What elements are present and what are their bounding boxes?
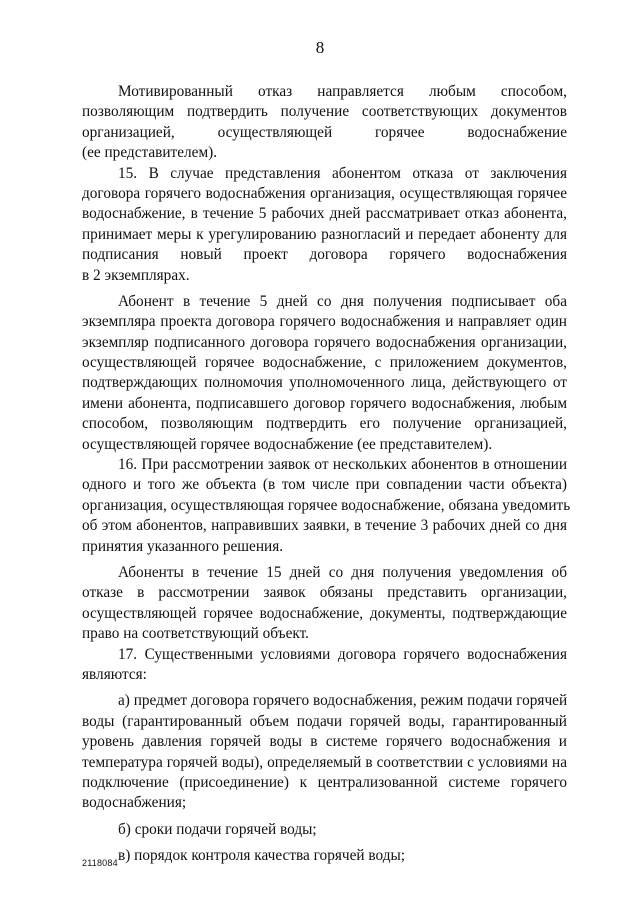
text-line: подтверждающих полномочия уполномоченного лица, действующего от <box>82 374 567 392</box>
text-line: (ее представителем). <box>82 144 218 162</box>
text-line: являются: <box>82 665 147 683</box>
text-line: принятия указанного решения. <box>82 537 284 555</box>
paragraph-subscribers-documents <box>82 563 567 645</box>
text-line: подписания новый проект договора горячего водоснабжения <box>82 246 567 264</box>
paragraph-clause-15 <box>82 164 567 286</box>
text-line: способом, позволяющим подтвердить его получение организацией, <box>82 415 567 433</box>
paragraph-clause-16 <box>82 455 571 557</box>
text-line: экземпляр подписанного договора горячего водоснабжения организации, <box>82 333 567 351</box>
text-line: одного и того же объекта (в том числе при совпадении части объекта) <box>82 476 567 494</box>
text-line: подключение (присоединение) к централизованной системе горячего <box>82 773 567 791</box>
page-number: 8 <box>315 38 325 57</box>
text-line: позволяющим подтвердить получение соответствующих документов <box>82 103 567 121</box>
text-line: водоснабжения; <box>82 794 187 812</box>
text-line: осуществляющей горячее водоснабжение, документы, подтверждающие <box>82 604 567 622</box>
text-line: отказе в рассмотрении заявок обязаны представить организации, <box>82 584 567 602</box>
paragraph-refusal-notice <box>82 82 567 164</box>
paragraph-item-a <box>82 691 567 813</box>
text-line: температура горячей воды), определяемый в соответствии с условиями на <box>82 753 567 771</box>
text-line: 15. В случае представления абонентом отказа от заключения <box>118 164 567 182</box>
text-line: б) сроки подачи горячей воды; <box>118 820 317 838</box>
text-line: принимает меры к урегулированию разногласий и передает абоненту для <box>82 225 567 243</box>
text-line: экземпляра проекта договора горячего водоснабжения и направляет один <box>82 313 567 331</box>
document-code: 2118084 <box>82 858 118 868</box>
text-line: а) предмет договора горячего водоснабжения, режим подачи горячей <box>118 692 568 710</box>
text-line: 16. При рассмотрении заявок от нескольких абонентов в отношении <box>118 456 567 474</box>
paragraph-item-b <box>82 820 567 840</box>
text-line: в) порядок контроля качества горячей воды; <box>118 847 406 865</box>
text-line: организацией, осуществляющей горячее водоснабжение <box>82 123 567 141</box>
text-line: об этом абонентов, направивших заявки, в течение 3 рабочих дней со дня <box>82 517 567 535</box>
text-line: 17. Существенными условиями договора горячего водоснабжения <box>118 645 567 663</box>
text-line: имени абонента, подписавшего договор горячего водоснабжения, любым <box>82 394 567 412</box>
text-line: осуществляющей горячее водоснабжение (ее представителем). <box>82 435 493 453</box>
paragraph-subscriber-signing <box>82 292 567 455</box>
document-body <box>82 82 571 866</box>
paragraph-clause-17 <box>82 645 567 686</box>
text-line: в 2 экземплярах. <box>82 266 190 284</box>
text-line: водоснабжение, в течение 5 рабочих дней рассматривает отказ абонента, <box>82 205 567 223</box>
text-line: осуществляющей горячее водоснабжение, с приложением документов, <box>82 354 567 372</box>
text-line: Мотивированный отказ направляется любым способом, <box>118 83 567 100</box>
text-line: Абоненты в течение 15 дней со дня получения уведомления об <box>118 563 567 581</box>
text-line: организация, осуществляющая горячее водоснабжение, обязана уведомить <box>82 496 571 514</box>
text-line: договора горячего водоснабжения организация, осуществляющая горячее <box>82 184 567 202</box>
text-line: Абонент в течение 5 дней со дня получения подписывает оба <box>118 292 567 310</box>
text-line: право на соответствующий объект. <box>82 625 309 643</box>
paragraph-item-c <box>82 846 567 866</box>
text-line: воды (гарантированный объем подачи горячей воды, гарантированный <box>82 712 567 730</box>
text-line: уровень давления горячей воды в системе горячего водоснабжения и <box>82 733 567 751</box>
